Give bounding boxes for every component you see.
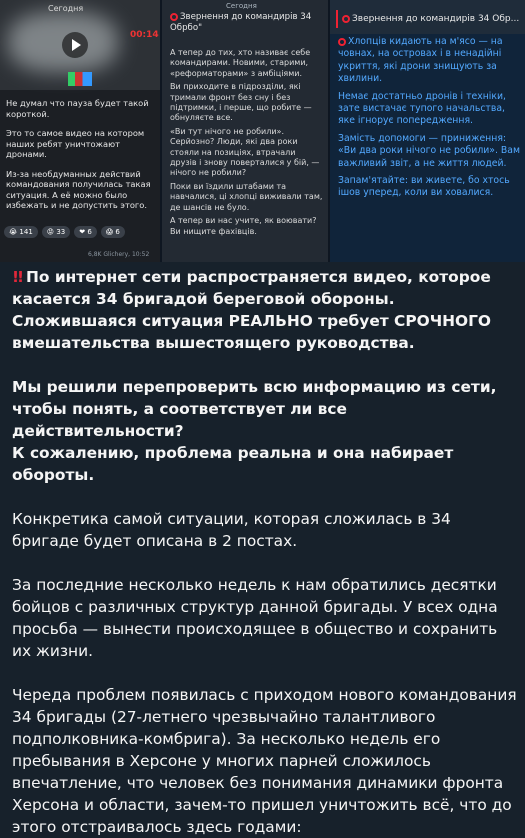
post-paragraph: За последние несколько недель к нам обратились десятки бойцов с различных структур данной бригады. У всех одна просьба — вынести происходящее в общество и сохранить их жизни. bbox=[12, 576, 498, 660]
reaction-shocked[interactable] bbox=[101, 226, 125, 238]
double-exclamation-icon: !! bbox=[12, 268, 23, 286]
panel2-paragraph: «Ви тут нічого не робили». Серйозно? Люди, які два роки стояли на позиціях, втрачали друзів і знову поверталися у бій, — нічого не робили? bbox=[170, 126, 320, 178]
panel3-paragraph: Немає достатньо дронів і техніки, зате вистачає тупого начальства, яке ігнорує попередження. bbox=[338, 90, 506, 127]
red-circle-icon bbox=[338, 38, 346, 46]
panel3-paragraph: Замість допомоги — приниження: «Ви два роки нічого не робили». Вам важливий звіт, а не життя людей. bbox=[338, 132, 520, 169]
message-meta: 6,8K Glichery, 10:52 bbox=[88, 251, 150, 258]
panel3-paragraph: Запам'ятайте: ви живете, бо хтось ішов уперед, коли ви ховалися. bbox=[338, 175, 510, 199]
panel2-date: Сегодня bbox=[226, 2, 257, 10]
panel2-paragraph: А тепер ви нас учите, як воювати? Ви нищите фахівців. bbox=[170, 216, 317, 236]
heart-icon: ❤ bbox=[79, 228, 86, 236]
panel1-paragraph: Это то самое видео на котором наших ребят уничтожают дронами. bbox=[6, 128, 145, 159]
panel1-text bbox=[6, 98, 156, 220]
reply-header[interactable] bbox=[330, 0, 525, 34]
reaction-heart[interactable] bbox=[74, 226, 97, 238]
play-icon[interactable] bbox=[62, 32, 88, 58]
reaction-crying[interactable] bbox=[4, 226, 38, 238]
screenshot-panel-left bbox=[0, 0, 160, 262]
reply-title: Звернення до командирів 34 Обр... bbox=[352, 14, 520, 24]
reply-bar bbox=[336, 10, 338, 28]
panel2-paragraph: Ви приходите в підрозділи, які тримали фронт без сну і без підтримки, і перше, що робите — обнуляєте все. bbox=[170, 82, 312, 123]
reaction-count: 6 bbox=[115, 228, 120, 236]
screenshot-panel-middle bbox=[162, 0, 328, 262]
reaction-count: 6 bbox=[87, 228, 92, 236]
reaction-count: 33 bbox=[56, 228, 66, 236]
post-paragraph: Череда проблем появилась с приходом нового командования 34 бригады (27-летнего чрезвычайно талантливого подполковника-комбрига). За несколько недель его пребывания в Херсоне у многих парней сложилось впечатление, что человек без понимания динамики фронта Херсона и области, зачем-то пришел уничтожить всё, что до этого отстраивалось здесь годами: bbox=[12, 686, 517, 836]
crying-face-icon: 😭 bbox=[9, 228, 18, 236]
panel2-header-text: Звернення до командирів 34 Обрбо" bbox=[170, 12, 312, 33]
post-verification: Мы решили перепроверить всю информацию из сети, чтобы понять, а соответствует ли все действительности? К сожалению, проблема реальна и она набирает обороты. bbox=[12, 378, 497, 484]
reactions-row bbox=[4, 226, 125, 238]
panel2-header bbox=[170, 12, 322, 34]
red-circle-icon bbox=[170, 13, 178, 21]
panel1-paragraph: Из-за необдуманных действий командования получилась такая ситуация. А её можно было избежать и не допустить этого. bbox=[6, 168, 151, 210]
pixelated-overlay bbox=[68, 72, 92, 86]
video-date: Сегодня bbox=[48, 4, 84, 13]
panel2-body bbox=[170, 48, 324, 240]
panel3-paragraph: Хлопців кидають на м'ясо — на човнах, на островах і в ненадійні укриття, які дрони знищують за хвилини. bbox=[338, 36, 503, 85]
post-headline: По интернет сети распространяется видео, которое касается 34 бригадой береговой обороны. Сложившаяся ситуация РЕАЛЬНО требует СРОЧНОГО вмешательства вышестоящего руководства. bbox=[12, 268, 491, 352]
post-paragraph: Конкретика самой ситуации, которая сложилась в 34 бригаде будет описана в 2 постах. bbox=[12, 510, 451, 550]
video-thumbnail[interactable] bbox=[0, 0, 160, 90]
screenshot-collage bbox=[0, 0, 525, 262]
panel2-paragraph: А тепер до тих, хто називає себе командирами. Новими, старими, «реформаторами» з амбіціями. bbox=[170, 48, 311, 78]
reaction-angry[interactable] bbox=[42, 226, 70, 238]
panel2-paragraph: Поки ви їздили штабами та навчалися, ці хлопці виживали там, де шансів не було. bbox=[170, 181, 323, 212]
panel3-body bbox=[338, 36, 522, 205]
angry-face-icon: 😡 bbox=[46, 228, 55, 236]
red-circle-icon bbox=[342, 15, 350, 23]
shocked-face-icon: 😱 bbox=[105, 228, 114, 236]
post-text bbox=[12, 266, 517, 838]
video-timer: 00:14 bbox=[130, 30, 159, 40]
screenshot-panel-right bbox=[330, 0, 525, 262]
reaction-count: 141 bbox=[19, 228, 33, 236]
panel1-paragraph: Не думал что пауза будет такой короткой. bbox=[6, 98, 149, 119]
